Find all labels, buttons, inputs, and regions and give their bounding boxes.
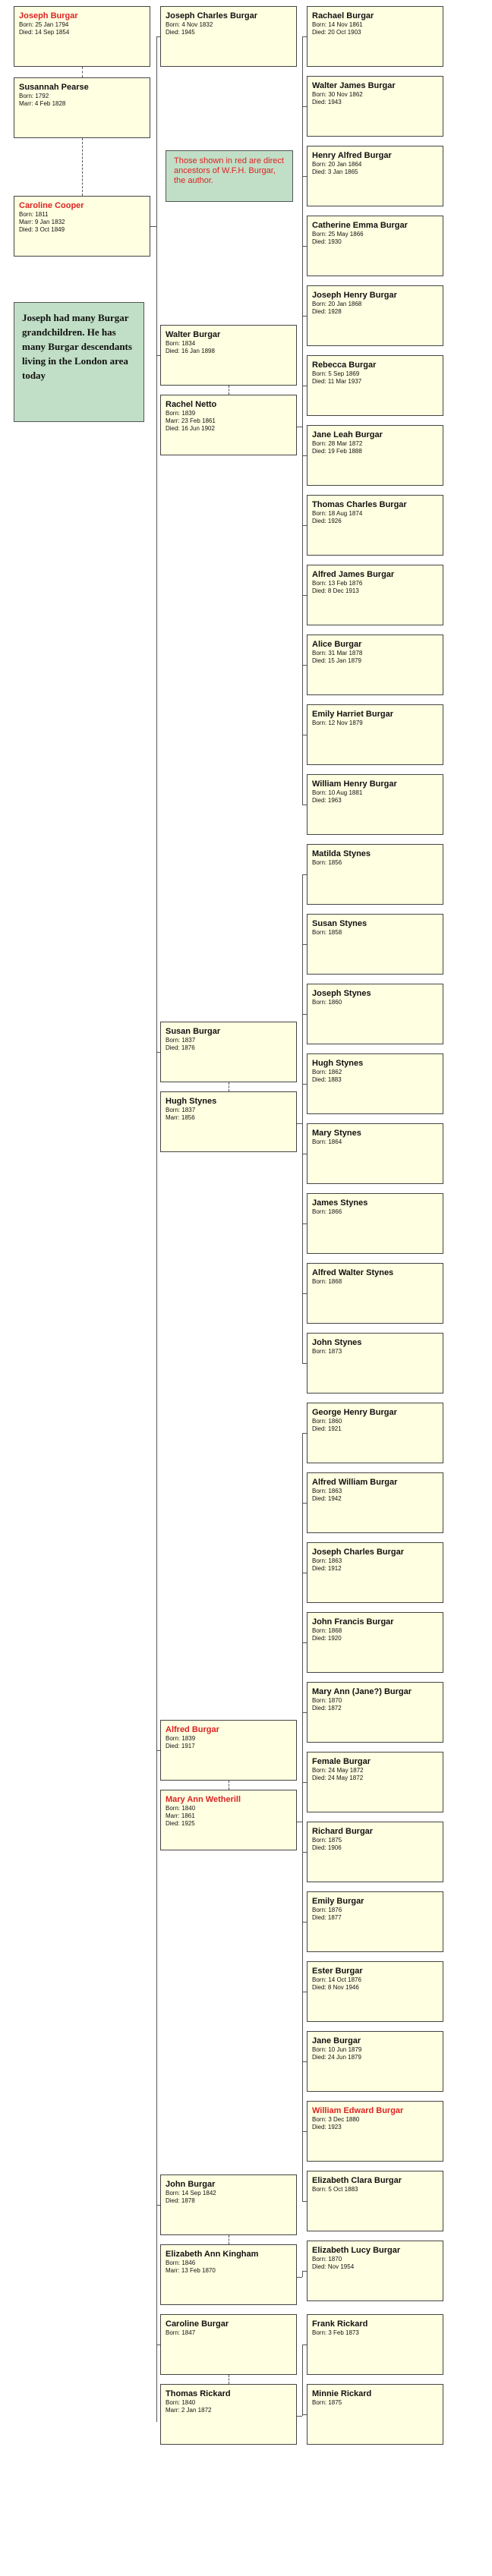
- person-detail: Born: 10 Aug 1881: [312, 789, 363, 796]
- person-box-jane-leah-burgar: [307, 425, 443, 486]
- person-box-walter-burgar: [160, 325, 297, 386]
- children-line-hugh: [302, 874, 303, 1363]
- children-line-thomas: [297, 2416, 302, 2417]
- person-detail: Born: 1811: [19, 211, 49, 218]
- person-detail: Born: 1875: [312, 1837, 342, 1844]
- person-name: Female Burgar: [312, 1757, 371, 1766]
- person-detail: Marr: 1861: [166, 1812, 195, 1819]
- children-line-thomas: [302, 2345, 303, 2416]
- person-name: Alice Burgar: [312, 640, 362, 649]
- person-name: William Henry Burgar: [312, 779, 397, 789]
- person-box-joseph-henry-burgar: [307, 285, 443, 346]
- person-detail: Died: 15 Jan 1879: [312, 657, 361, 664]
- person-name: Rebecca Burgar: [312, 361, 377, 370]
- person-box-walter-james-burgar: [307, 76, 443, 137]
- person-detail: Died: 1943: [312, 99, 342, 105]
- person-detail: Born: 1856: [312, 859, 342, 866]
- person-detail: Died: 1906: [312, 1844, 342, 1851]
- person-name: Thomas Rickard: [166, 2389, 231, 2398]
- ancestors-note: Those shown in red are direct ancestors of W.F.H. Burgar, the author.: [166, 150, 293, 202]
- person-detail: Died: 1920: [312, 1635, 342, 1642]
- person-detail: Marr: 2 Jan 1872: [166, 2407, 212, 2414]
- person-name: George Henry Burgar: [312, 1408, 397, 1417]
- person-detail: Born: 1863: [312, 1488, 342, 1494]
- person-name: Joseph Burgar: [19, 11, 78, 20]
- person-detail: Born: 1876: [312, 1907, 342, 1913]
- person-detail: Marr: 1856: [166, 1114, 195, 1121]
- person-detail: Born: 1863: [312, 1557, 342, 1564]
- children-line-john: [302, 2271, 303, 2277]
- person-detail: Born: 30 Nov 1862: [312, 91, 363, 98]
- marriage-link: [82, 67, 83, 77]
- person-detail: Born: 14 Nov 1861: [312, 21, 363, 28]
- person-detail: Marr: 13 Feb 1870: [166, 2267, 216, 2274]
- descendants-note: Joseph had many Burgar grandchildren. He has many Burgar descendants living in the London area today: [14, 302, 144, 422]
- person-box-alfred-james-burgar: [307, 565, 443, 625]
- person-detail: Born: 12 Nov 1879: [312, 720, 363, 726]
- person-box-rebecca-burgar: [307, 355, 443, 416]
- person-detail: Died: 20 Oct 1903: [312, 29, 361, 36]
- person-box-susannah-pearse: [14, 77, 150, 138]
- person-detail: Born: 1840: [166, 2399, 196, 2406]
- person-box-hugh-stynes: [307, 1053, 443, 1114]
- person-name: Joseph Charles Burgar: [312, 1548, 405, 1557]
- person-name: Susan Stynes: [312, 919, 367, 928]
- person-name: Rachel Netto: [166, 400, 217, 409]
- person-box-john-burgar: [160, 2174, 297, 2235]
- person-detail: Died: 16 Jun 1902: [166, 425, 215, 432]
- children-line-walter: [302, 36, 303, 805]
- person-detail: Died: 1877: [312, 1914, 342, 1921]
- person-detail: Died: 3 Oct 1849: [19, 226, 65, 233]
- person-detail: Born: 1837: [166, 1107, 196, 1113]
- person-name: Hugh Stynes: [166, 1097, 217, 1106]
- person-box-joseph-charles-burgar: [160, 6, 297, 67]
- person-detail: Born: 1858: [312, 929, 342, 936]
- person-box-joseph-burgar: [14, 6, 150, 67]
- person-box-joseph-stynes: [307, 984, 443, 1044]
- person-detail: Died: Nov 1954: [312, 2263, 355, 2270]
- person-name: Mary Ann (Jane?) Burgar: [312, 1687, 412, 1696]
- person-name: Rachael Burgar: [312, 11, 374, 20]
- person-detail: Died: 1942: [312, 1495, 342, 1502]
- person-detail: Born: 1860: [312, 1418, 342, 1425]
- person-box-william-henry-burgar: [307, 774, 443, 835]
- person-box-john-francis-burgar: [307, 1612, 443, 1673]
- person-detail: Born: 4 Nov 1832: [166, 21, 213, 28]
- person-detail: Born: 14 Sep 1842: [166, 2190, 216, 2197]
- person-box-caroline-burgar: [160, 2314, 297, 2375]
- person-box-joseph-charles-burgar: [307, 1542, 443, 1603]
- person-detail: Marr: 4 Feb 1828: [19, 100, 66, 107]
- person-detail: Died: 11 Mar 1937: [312, 378, 362, 385]
- person-detail: Born: 24 May 1872: [312, 1767, 364, 1774]
- person-box-richard-burgar: [307, 1822, 443, 1882]
- person-box-matilda-stynes: [307, 844, 443, 905]
- person-name: John Francis Burgar: [312, 1617, 394, 1627]
- family-line: [150, 226, 156, 227]
- person-detail: Died: 1930: [312, 238, 342, 245]
- person-name: James Stynes: [312, 1198, 368, 1208]
- person-detail: Died: 1872: [312, 1705, 342, 1712]
- person-detail: Born: 3 Feb 1873: [312, 2329, 359, 2336]
- family-line: [156, 36, 157, 2422]
- person-detail: Born: 28 Mar 1872: [312, 440, 363, 447]
- person-detail: Born: 5 Oct 1883: [312, 2186, 358, 2193]
- person-detail: Marr: 23 Feb 1861: [166, 417, 216, 424]
- person-name: Alfred James Burgar: [312, 570, 395, 579]
- person-name: Susan Burgar: [166, 1027, 221, 1036]
- person-name: Richard Burgar: [312, 1827, 374, 1836]
- person-box-alfred-walter-stynes: [307, 1263, 443, 1324]
- person-box-mary-ann-wetherill: [160, 1790, 297, 1850]
- person-box-alfred-william-burgar: [307, 1472, 443, 1533]
- person-detail: Born: 1837: [166, 1037, 196, 1044]
- person-box-rachel-netto: [160, 395, 297, 455]
- person-box-frank-rickard: [307, 2314, 443, 2375]
- person-name: Jane Leah Burgar: [312, 430, 383, 439]
- person-detail: Born: 1873: [312, 1348, 342, 1355]
- person-name: Mary Ann Wetherill: [166, 1795, 241, 1804]
- person-name: Thomas Charles Burgar: [312, 500, 407, 509]
- person-name: Joseph Stynes: [312, 989, 371, 998]
- person-detail: Died: 1925: [166, 1820, 195, 1827]
- person-detail: Born: 1868: [312, 1278, 342, 1285]
- person-box-elizabeth-ann-kingham: [160, 2244, 297, 2305]
- person-detail: Died: 8 Nov 1946: [312, 1984, 359, 1991]
- person-detail: Born: 1862: [312, 1069, 342, 1075]
- person-detail: Died: 1883: [312, 1076, 342, 1083]
- person-detail: Born: 1839: [166, 410, 196, 417]
- person-box-john-stynes: [307, 1333, 443, 1393]
- person-name: Joseph Henry Burgar: [312, 291, 397, 300]
- person-name: Mary Stynes: [312, 1129, 361, 1138]
- person-box-caroline-cooper: [14, 196, 150, 257]
- person-box-elizabeth-lucy-burgar: [307, 2241, 443, 2301]
- person-box-hugh-stynes: [160, 1091, 297, 1152]
- person-detail: Born: 13 Feb 1876: [312, 580, 363, 587]
- person-detail: Born: 1864: [312, 1138, 342, 1145]
- person-box-jane-burgar: [307, 2031, 443, 2092]
- person-name: Walter James Burgar: [312, 81, 396, 90]
- person-box-mary-ann-jane-burgar: [307, 1682, 443, 1743]
- person-name: Ester Burgar: [312, 1967, 363, 1976]
- children-line-john: [297, 2277, 302, 2278]
- person-detail: Died: 24 Jun 1879: [312, 2054, 361, 2061]
- person-name: Alfred Walter Stynes: [312, 1268, 394, 1277]
- person-name: Susannah Pearse: [19, 83, 89, 92]
- children-line-hugh: [297, 1123, 302, 1124]
- person-detail: Born: 25 May 1866: [312, 231, 364, 238]
- marriage-link: [82, 138, 83, 196]
- person-detail: Born: 20 Jan 1868: [312, 301, 362, 307]
- person-detail: Born: 18 Aug 1874: [312, 510, 363, 517]
- person-name: Emily Harriet Burgar: [312, 710, 393, 719]
- person-box-george-henry-burgar: [307, 1403, 443, 1463]
- person-detail: Born: 1834: [166, 340, 196, 347]
- person-detail: Born: 1839: [166, 1735, 196, 1742]
- person-name: Caroline Burgar: [166, 2319, 229, 2329]
- person-box-ester-burgar: [307, 1961, 443, 2022]
- person-box-susan-burgar: [160, 1022, 297, 1082]
- person-name: Catherine Emma Burgar: [312, 221, 408, 230]
- person-detail: Died: 24 May 1872: [312, 1775, 364, 1781]
- person-box-susan-stynes: [307, 914, 443, 975]
- person-detail: Born: 1870: [312, 2256, 342, 2263]
- person-box-james-stynes: [307, 1193, 443, 1254]
- person-box-alice-burgar: [307, 635, 443, 695]
- person-box-minnie-rickard: [307, 2384, 443, 2445]
- person-detail: Born: 1847: [166, 2329, 196, 2336]
- person-detail: Born: 1846: [166, 2260, 196, 2266]
- person-name: Caroline Cooper: [19, 201, 84, 210]
- person-detail: Born: 1866: [312, 1208, 342, 1215]
- person-box-female-burgar: [307, 1752, 443, 1812]
- person-box-elizabeth-clara-burgar: [307, 2171, 443, 2231]
- person-detail: Born: 20 Jan 1864: [312, 161, 362, 168]
- person-name: Walter Burgar: [166, 330, 221, 339]
- person-detail: Born: 14 Oct 1876: [312, 1976, 361, 1983]
- person-name: Matilda Stynes: [312, 849, 371, 858]
- person-detail: Died: 1921: [312, 1425, 342, 1432]
- person-box-mary-stynes: [307, 1123, 443, 1184]
- person-detail: Died: 1923: [312, 2124, 342, 2130]
- person-detail: Died: 1928: [312, 308, 342, 315]
- person-name: Jane Burgar: [312, 2036, 361, 2045]
- person-name: John Stynes: [312, 1338, 362, 1347]
- person-detail: Died: 19 Feb 1888: [312, 448, 362, 455]
- person-name: Henry Alfred Burgar: [312, 151, 392, 160]
- person-name: William Edward Burgar: [312, 2106, 404, 2115]
- person-detail: Died: 1917: [166, 1743, 195, 1749]
- person-detail: Died: 1876: [166, 1044, 195, 1051]
- person-detail: Died: 1963: [312, 797, 342, 804]
- person-detail: Marr: 9 Jan 1832: [19, 219, 65, 225]
- children-line-alfred: [302, 1433, 303, 2201]
- person-name: Emily Burgar: [312, 1897, 364, 1906]
- person-name: Elizabeth Clara Burgar: [312, 2176, 402, 2185]
- person-name: Minnie Rickard: [312, 2389, 372, 2398]
- person-detail: Born: 1860: [312, 999, 342, 1006]
- person-name: John Burgar: [166, 2180, 216, 2189]
- person-box-emily-burgar: [307, 1891, 443, 1952]
- person-detail: Died: 16 Jan 1898: [166, 348, 215, 354]
- person-detail: Born: 1870: [312, 1697, 342, 1704]
- person-box-william-edward-burgar: [307, 2101, 443, 2162]
- person-detail: Died: 1878: [166, 2197, 195, 2204]
- person-box-alfred-burgar: [160, 1720, 297, 1781]
- person-name: Elizabeth Lucy Burgar: [312, 2246, 401, 2255]
- person-box-thomas-rickard: [160, 2384, 297, 2445]
- person-detail: Born: 1875: [312, 2399, 342, 2406]
- person-detail: Died: 3 Jan 1865: [312, 168, 358, 175]
- person-detail: Born: 10 Jun 1879: [312, 2046, 362, 2053]
- person-box-thomas-charles-burgar: [307, 495, 443, 556]
- person-name: Elizabeth Ann Kingham: [166, 2250, 259, 2259]
- person-detail: Born: 5 Sep 1869: [312, 370, 360, 377]
- person-name: Alfred William Burgar: [312, 1478, 398, 1487]
- person-detail: Died: 1945: [166, 29, 195, 36]
- person-box-catherine-emma-burgar: [307, 216, 443, 276]
- person-detail: Born: 25 Jan 1794: [19, 21, 69, 28]
- person-detail: Born: 3 Dec 1880: [312, 2116, 360, 2123]
- person-detail: Born: 31 Mar 1878: [312, 650, 363, 657]
- person-name: Alfred Burgar: [166, 1725, 219, 1734]
- person-name: Hugh Stynes: [312, 1059, 364, 1068]
- person-name: Frank Rickard: [312, 2319, 368, 2329]
- person-detail: Born: 1792: [19, 93, 49, 99]
- person-detail: Born: 1868: [312, 1627, 342, 1634]
- person-box-rachael-burgar: [307, 6, 443, 67]
- person-detail: Died: 14 Sep 1854: [19, 29, 70, 36]
- person-detail: Born: 1840: [166, 1805, 196, 1812]
- person-box-emily-harriet-burgar: [307, 704, 443, 765]
- person-name: Joseph Charles Burgar: [166, 11, 258, 20]
- person-detail: Died: 1926: [312, 518, 342, 524]
- person-detail: Died: 1912: [312, 1565, 342, 1572]
- person-detail: Died: 8 Dec 1913: [312, 587, 359, 594]
- person-box-henry-alfred-burgar: [307, 146, 443, 206]
